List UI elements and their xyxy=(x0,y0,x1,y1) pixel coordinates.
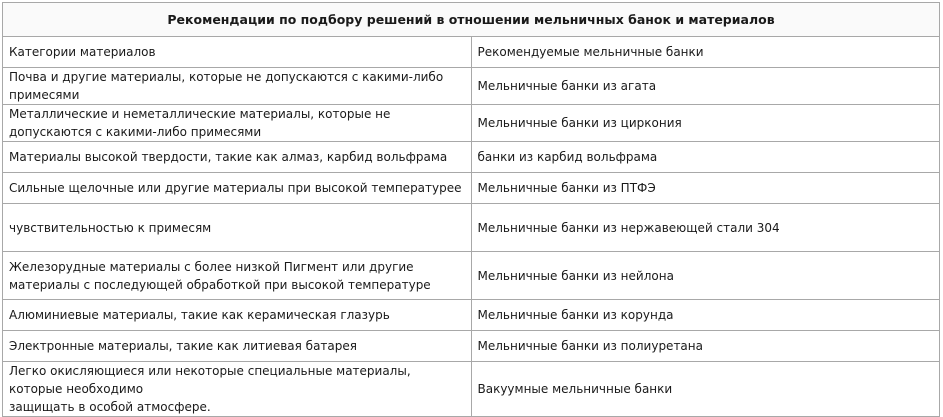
table-row xyxy=(3,362,940,417)
material-cell: Материалы высокой твердости, такие как алмаз, карбид вольфрама xyxy=(3,142,472,173)
table-title-row xyxy=(3,3,940,37)
jar-cell: Мельничные банки из полиуретана xyxy=(471,331,940,362)
jar-cell: Мельничные банки из нейлона xyxy=(471,252,940,300)
material-cell: чувствительностью к примесям xyxy=(3,204,472,252)
material-cell: Алюминиевые материалы, такие как керамическая глазурь xyxy=(3,300,472,331)
header-jars: Рекомендуемые мельничные банки xyxy=(471,37,940,68)
table-row xyxy=(3,173,940,204)
table-row xyxy=(3,68,940,105)
material-cell: Железорудные материалы с более низкой Пигмент или другие материалы с последующей обработкой при высокой температуре xyxy=(3,252,472,300)
jar-cell: Вакуумные мельничные банки xyxy=(471,362,940,417)
table-row xyxy=(3,252,940,300)
table-title: Рекомендации по подбору решений в отношении мельничных банок и материалов xyxy=(3,3,940,37)
jar-cell: банки из карбид вольфрама xyxy=(471,142,940,173)
jar-cell: Мельничные банки из циркония xyxy=(471,105,940,142)
table-row xyxy=(3,204,940,252)
material-cell: Металлические и неметаллические материалы, которые не допускаются с какими-либо примесями xyxy=(3,105,472,142)
material-cell: Электронные материалы, такие как литиевая батарея xyxy=(3,331,472,362)
material-cell: Сильные щелочные или другие материалы при высокой температурее xyxy=(3,173,472,204)
jar-cell: Мельничные банки из корунда xyxy=(471,300,940,331)
table-header-row xyxy=(3,37,940,68)
header-materials: Категории материалов xyxy=(3,37,472,68)
recommendation-table xyxy=(2,2,940,417)
jar-cell: Мельничные банки из агата xyxy=(471,68,940,105)
material-cell: Почва и другие материалы, которые не допускаются с какими-либо примесями xyxy=(3,68,472,105)
table-row xyxy=(3,300,940,331)
table-row xyxy=(3,331,940,362)
table-row xyxy=(3,142,940,173)
table-row xyxy=(3,105,940,142)
material-cell: Легко окисляющиеся или некоторые специальные материалы, которые необходимо защищать в особой атмосфере. xyxy=(3,362,472,417)
jar-cell: Мельничные банки из ПТФЭ xyxy=(471,173,940,204)
jar-cell: Мельничные банки из нержавеющей стали 304 xyxy=(471,204,940,252)
